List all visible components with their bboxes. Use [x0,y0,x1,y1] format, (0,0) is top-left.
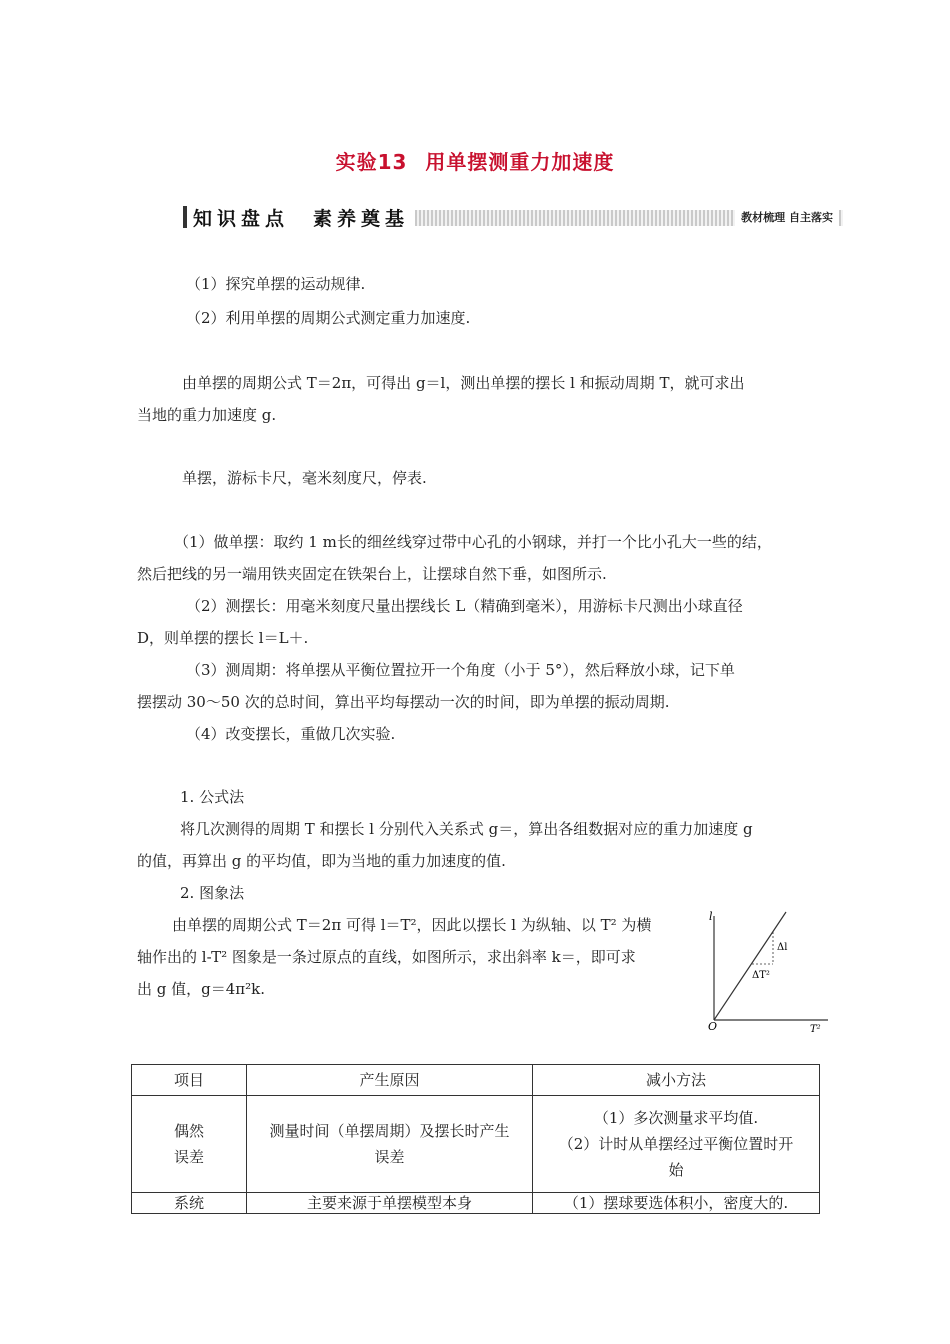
method-1-line-2: 的值，再算出 g 的平均值，即为当地的重力加速度的值. [137,852,506,870]
step-2a: （2）测摆长：用毫米刻度尺量出摆线长 L（精确到毫米），用游标卡尺测出小球直径 [186,597,743,615]
row1-name-b: 误差 [173,1148,204,1166]
delta-l-label: Δl [777,942,788,953]
method-2-title: 2. 图象法 [180,884,245,902]
graph-origin-label: O [708,1020,718,1033]
step-4: （4）改变摆长，重做几次实验. [186,725,396,743]
equipment-text: 单摆，游标卡尺，毫米刻度尺，停表. [182,469,427,487]
row1-name-a: 偶然 [173,1122,204,1140]
aim-1: （1）探究单摆的运动规律. [186,275,366,293]
row1-fix-a: （1）多次测量求平均值. [593,1109,759,1127]
table-cell [247,1096,533,1193]
title-number: 实验13 [335,150,408,174]
graph-y-label: l [709,910,713,923]
principle-line-2: 当地的重力加速度 g. [137,406,277,424]
method-2-line-1: 由单摆的周期公式 T＝2π 可得 l＝T²，因此以摆长 l 为纵轴、以 T² 为横 [172,916,652,934]
table-cell: （1）摆球要选体积小，密度大的. [533,1193,820,1214]
row1-cause-b: 误差 [374,1148,405,1166]
table-header: 产生原因 [247,1065,533,1096]
title-text: 用单摆测重力加速度 [425,150,615,174]
row1-fix-c: 始 [668,1161,684,1179]
page-title [0,146,950,175]
table-cell: 系统 [132,1193,247,1214]
banner-right-label: 教材梳理 自主落实 [735,208,839,226]
table-row [132,1096,820,1193]
delta-t-label: ΔT² [752,970,770,981]
table-header: 项目 [132,1065,247,1096]
method-2-line-2: 轴作出的 l-T² 图象是一条过原点的直线，如图所示，求出斜率 k＝，即可求 [137,948,636,966]
table-cell [132,1096,247,1193]
graph-x-label: T² [810,1024,821,1033]
banner-bar [183,206,187,228]
method-1-line-1: 将几次测得的周期 T 和摆长 l 分别代入关系式 g＝，算出各组数据对应的重力加速度 g [180,820,753,838]
l-t2-graph [700,908,840,1033]
table-header-row [132,1065,820,1096]
step-2b: D，则单摆的摆长 l＝L＋. [137,629,309,647]
section-banner [183,204,843,230]
step-3a: （3）测周期：将单摆从平衡位置拉开一个角度（小于 5°），然后释放小球，记下单 [186,661,735,679]
step-1a: （1）做单摆：取约 1 m长的细丝线穿过带中心孔的小钢球，并打一个比小孔大一些的结， [174,533,772,551]
row1-cause-a: 测量时间（单摆周期）及摆长时产生 [269,1122,510,1140]
graph-line [714,912,786,1020]
table-cell: 主要来源于单摆模型本身 [247,1193,533,1214]
principle-line-1: 由单摆的周期公式 T＝2π，可得出 g＝l，测出单摆的摆长 l 和振动周期 T，就可求出 [182,374,745,392]
table-cell [533,1096,820,1193]
aim-2: （2）利用单摆的周期公式测定重力加速度. [186,309,471,327]
table-header: 减小方法 [533,1065,820,1096]
banner-left-label: 知识盘点 素养奠基 [193,208,410,230]
method-2-line-3: 出 g 值，g＝4π²k. [137,980,266,998]
table-row [132,1193,820,1214]
method-1-title: 1. 公式法 [180,788,245,806]
step-1b: 然后把线的另一端用铁夹固定在铁架台上，让摆球自然下垂，如图所示. [137,565,607,583]
step-3b: 摆摆动 30～50 次的总时间，算出平均每摆动一次的时间，即为单摆的振动周期. [137,693,670,711]
error-table [131,1064,820,1214]
row1-fix-b: （2）计时从单摆经过平衡位置时开 [558,1135,794,1153]
